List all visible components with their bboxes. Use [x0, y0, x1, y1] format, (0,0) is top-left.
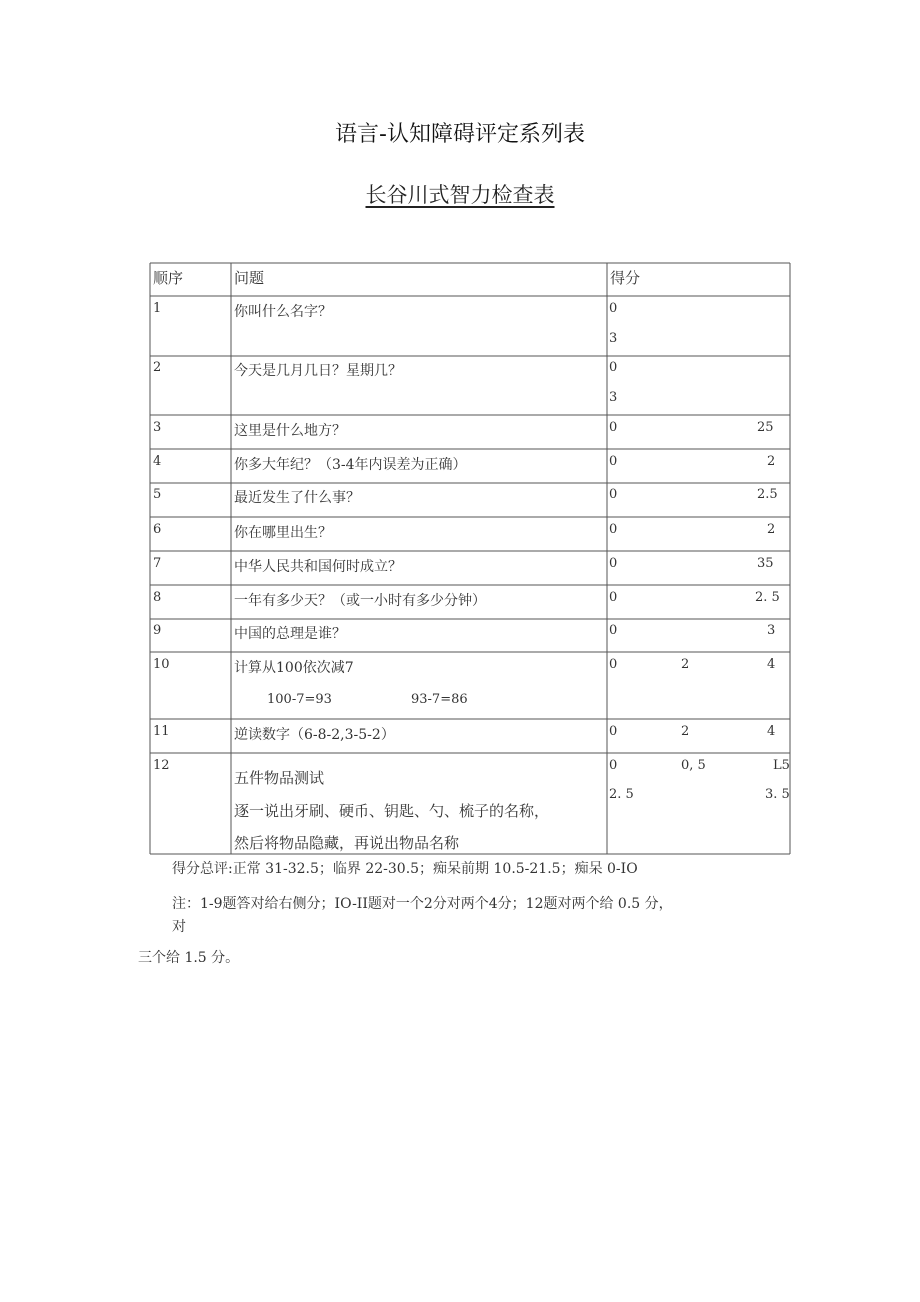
score-value: 0	[609, 360, 618, 375]
question-text: 逆读数字（6-8-2,3-5-2）	[234, 727, 395, 743]
question-detail: 然后将物品隐藏，再说出物品名称	[234, 834, 460, 852]
question-text: 五件物品测试	[234, 769, 325, 787]
score-value: 0	[609, 301, 618, 316]
score-value: 0	[609, 522, 618, 537]
row-number: 10	[153, 657, 170, 672]
row-number: 4	[153, 454, 162, 469]
score-value: 3	[609, 331, 618, 346]
score-value: 35	[757, 556, 774, 571]
score-value: 0	[609, 657, 618, 672]
score-value: 2	[767, 454, 776, 469]
score-value: 2	[681, 657, 690, 672]
score-value: 0	[609, 724, 618, 739]
row-number: 9	[153, 623, 162, 638]
score-summary: 得分总评:正常 31-32.5；临界 22-30.5；痴呆前期 10.5-21.5；痴呆 0-IO	[172, 861, 638, 877]
note-text-continued: 对	[172, 919, 186, 935]
row-number: 11	[153, 724, 170, 739]
question-text: 这里是什么地方？	[234, 423, 346, 439]
score-value: 0	[609, 556, 618, 571]
score-value: 2	[767, 522, 776, 537]
score-value: 2. 5	[609, 787, 634, 802]
note-text-end: 三个给 1.5 分。	[138, 950, 240, 966]
note-text: 注：1-9题答对给右侧分；IO-II题对一个2分对两个4分；12题对两个给 0.5 分，	[172, 896, 673, 912]
score-value: 0	[609, 758, 618, 773]
score-value: 0, 5	[681, 758, 706, 773]
calc-step-1: 100-7=93	[267, 692, 332, 707]
score-value: 4	[767, 657, 776, 672]
question-text: 中华人民共和国何时成立？	[234, 559, 402, 575]
score-value: 3	[767, 623, 776, 638]
document-title: 语言-认知障碍评定系列表	[335, 122, 585, 147]
score-value: 0	[609, 487, 618, 502]
row-number: 7	[153, 556, 162, 571]
score-value: 3	[609, 390, 618, 405]
score-value: 0	[609, 454, 618, 469]
header-order: 顺序	[153, 269, 184, 287]
score-value: 2. 5	[755, 590, 780, 605]
score-value: 0	[609, 420, 618, 435]
row-number: 2	[153, 360, 162, 375]
question-text: 你在哪里出生？	[234, 525, 332, 541]
question-text: 你多大年纪？（3-4年内误差为正确）	[234, 457, 467, 473]
score-value: 0	[609, 623, 618, 638]
question-text: 今天是几月几日？星期几？	[234, 363, 402, 379]
score-value: 25	[757, 420, 774, 435]
row-number: 12	[153, 758, 170, 773]
score-value: 4	[767, 724, 776, 739]
row-number: 6	[153, 522, 162, 537]
score-value: 0	[609, 590, 618, 605]
document-subtitle: 长谷川式智力检查表	[365, 183, 555, 207]
row-number: 5	[153, 487, 162, 502]
header-question: 问题	[234, 269, 265, 287]
question-text: 计算从100依次减7	[234, 660, 354, 676]
question-detail: 逐一说出牙刷、硬币、钥匙、勺、梳子的名称，	[234, 802, 550, 820]
score-value: 3. 5	[765, 787, 790, 802]
score-value: L5	[773, 758, 790, 773]
question-text: 中国的总理是谁？	[234, 626, 346, 642]
row-number: 8	[153, 590, 162, 605]
calc-step-2: 93-7=86	[411, 692, 468, 707]
row-number: 3	[153, 420, 162, 435]
score-value: 2.5	[757, 487, 778, 502]
question-text: 一年有多少天？（或一小时有多少分钟）	[234, 593, 486, 609]
question-text: 你叫什么名字？	[234, 304, 332, 320]
header-score: 得分	[610, 269, 641, 287]
row-number: 1	[153, 301, 162, 316]
question-text: 最近发生了什么事？	[234, 490, 360, 506]
score-value: 2	[681, 724, 690, 739]
